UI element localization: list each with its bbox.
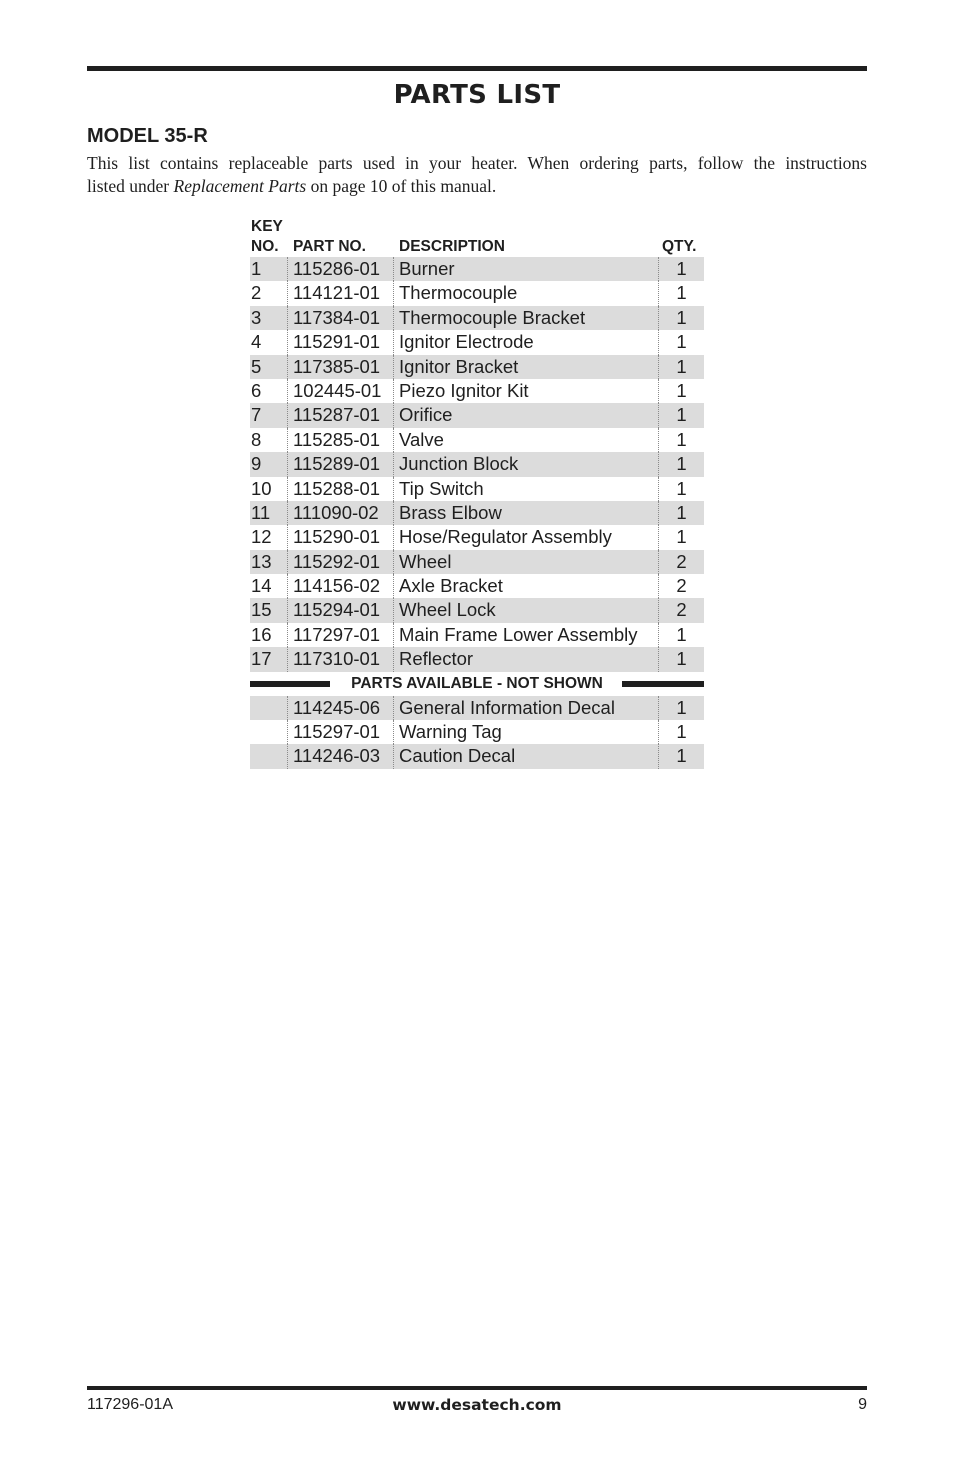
manual-page [87,0,867,1475]
table-row [250,550,704,574]
cell-key-no: 8 [251,428,262,450]
column-separator [287,598,288,622]
cell-part-no: 115288-01 [293,477,381,499]
table-row [250,330,704,354]
cell-qty: 1 [676,623,687,645]
cell-key-no: 3 [251,306,262,328]
cell-description: Wheel Lock [399,599,496,621]
cell-qty: 1 [676,526,687,548]
column-separator [287,720,288,744]
model-heading: MODEL 35-R [87,125,208,147]
cell-key-no: 11 [251,501,271,523]
column-separator [287,501,288,525]
table-row [250,428,704,452]
column-separator [287,452,288,476]
top-rule [87,66,867,71]
header-description: DESCRIPTION [399,238,505,255]
cell-key-no [251,720,287,744]
column-separator [393,696,394,720]
column-separator [658,477,659,501]
cell-key-no: 9 [251,453,262,475]
cell-key-no: 5 [251,355,262,377]
column-separator [393,477,394,501]
column-separator [658,574,659,598]
cell-qty: 1 [676,379,687,401]
intro-line-1: This list contains replaceable parts used in your heater. When ordering parts, follow the instructions [87,153,867,173]
cell-qty: 1 [676,721,687,743]
cell-key-no: 1 [251,258,262,279]
column-separator [393,452,394,476]
column-separator [287,696,288,720]
cell-description: Brass Elbow [399,501,502,523]
table-row [250,696,704,720]
cell-description: Caution Decal [399,745,516,767]
table-row [250,647,704,671]
column-separator [287,355,288,379]
cell-key-no: 12 [251,526,272,548]
column-separator [658,501,659,525]
column-separator [393,647,394,671]
column-separator [393,623,394,647]
cell-part-no: 115292-01 [293,550,381,572]
cell-qty: 1 [676,404,687,426]
column-separator [658,525,659,549]
cell-qty: 1 [676,428,687,450]
column-separator [393,744,394,768]
table-row [250,306,704,330]
column-separator [658,647,659,671]
cell-description: Wheel [399,550,452,572]
cell-part-no: 115294-01 [293,599,381,621]
cell-description: Junction Block [399,453,519,475]
cell-description: Axle Bracket [399,575,503,597]
column-separator [658,306,659,330]
cell-qty: 1 [676,331,687,353]
cell-description: Hose/Regulator Assembly [399,526,612,548]
column-separator [393,330,394,354]
intro-paragraph [87,152,867,198]
cell-description: Main Frame Lower Assembly [399,623,638,645]
cell-key-no: 14 [251,575,272,597]
cell-part-no: 102445-01 [293,379,382,401]
cell-qty: 2 [676,550,687,572]
table-row [250,452,704,476]
cell-qty: 1 [676,355,687,377]
cell-part-no: 117297-01 [293,623,381,645]
column-separator [658,257,659,281]
header-key-line2: NO. [251,238,279,255]
column-separator [393,355,394,379]
column-separator [287,647,288,671]
table-row [250,257,704,281]
table-row [250,477,704,501]
cell-part-no: 114156-02 [293,575,381,597]
column-separator [393,428,394,452]
column-separator [658,696,659,720]
column-separator [287,525,288,549]
column-separator [287,281,288,305]
cell-qty: 1 [676,745,687,767]
table-row [250,281,704,305]
column-separator [287,744,288,768]
cell-qty: 1 [676,453,687,475]
column-separator [287,477,288,501]
table-row [250,744,704,768]
parts-table [250,217,704,769]
doc-number: 117296-01A [87,1396,173,1413]
cell-key-no: 17 [251,648,272,670]
cell-description: Warning Tag [399,721,502,743]
cell-description: Tip Switch [399,477,484,499]
cell-description: Ignitor Bracket [399,355,519,377]
column-separator [393,525,394,549]
column-separator [287,550,288,574]
cell-description: Piezo Ignitor Kit [399,379,529,401]
column-separator [287,574,288,598]
column-separator [658,452,659,476]
cell-key-no: 15 [251,599,272,621]
cell-key-no [251,744,287,768]
cell-description: Thermocouple [399,282,518,304]
column-separator [658,623,659,647]
cell-description: Reflector [399,648,474,670]
column-separator [393,550,394,574]
cell-part-no: 115287-01 [293,404,381,426]
table-row [250,720,704,744]
cell-part-no: 115289-01 [293,453,381,475]
divider-bar-right [622,681,704,687]
cell-key-no [251,696,287,720]
cell-description: General Information Decal [399,696,615,718]
column-separator [658,355,659,379]
table-row [250,379,704,403]
header-key-line1: KEY [251,218,283,235]
header-part-no: PART NO. [293,238,366,255]
cell-part-no: 117384-01 [293,306,381,328]
cell-description: Thermocouple Bracket [399,306,586,328]
header-qty: QTY. [662,238,697,255]
column-separator [287,623,288,647]
column-separator [287,257,288,281]
cell-key-no: 7 [251,404,262,426]
cell-key-no: 4 [251,331,262,353]
table-row [250,574,704,598]
cell-part-no: 114245-06 [293,696,381,718]
column-separator [393,720,394,744]
cell-part-no: 114246-03 [293,745,381,767]
column-separator [393,574,394,598]
cell-qty: 1 [676,477,687,499]
intro-italic-reference: Replacement Parts [173,176,307,196]
intro-post: on page 10 of this manual. [306,176,497,196]
cell-qty: 2 [676,575,687,597]
column-separator [287,330,288,354]
cell-qty: 1 [676,648,687,670]
cell-part-no: 114121-01 [293,282,381,304]
cell-key-no: 2 [251,282,262,304]
table-row [250,403,704,427]
column-separator [393,306,394,330]
bottom-rule [87,1386,867,1390]
cell-key-no: 13 [251,550,272,572]
intro-pre: listed under [87,176,174,196]
cell-description: Valve [399,428,444,450]
extra-table-body [250,696,704,769]
cell-part-no: 115290-01 [293,526,381,548]
column-separator [658,598,659,622]
column-separator [393,501,394,525]
column-separator [393,281,394,305]
column-separator [287,379,288,403]
column-separator [393,598,394,622]
cell-part-no: 117310-01 [293,648,381,670]
column-separator [658,720,659,744]
cell-key-no: 16 [251,623,272,645]
table-row [250,623,704,647]
table-row [250,355,704,379]
column-separator [287,428,288,452]
column-separator [658,744,659,768]
section-label: PARTS AVAILABLE - NOT SHOWN [351,674,603,692]
column-separator [658,281,659,305]
cell-part-no: 115291-01 [293,331,381,353]
cell-key-no: 6 [251,379,262,401]
page-title: PARTS LIST [393,80,561,110]
cell-description: Ignitor Electrode [399,331,534,353]
section-divider [250,672,704,696]
cell-qty: 1 [676,696,687,718]
table-header [250,217,704,257]
column-separator [658,550,659,574]
cell-part-no: 115286-01 [293,258,381,279]
website-link: www.desatech.com [392,1396,562,1414]
column-separator [287,403,288,427]
cell-part-no: 115297-01 [293,721,381,743]
table-body [250,257,704,672]
cell-part-no: 111090-02 [293,501,379,523]
cell-qty: 1 [676,501,687,523]
table-row [250,525,704,549]
column-separator [287,306,288,330]
column-separator [393,403,394,427]
cell-qty: 1 [676,282,687,304]
table-row [250,501,704,525]
column-separator [658,403,659,427]
column-separator [393,379,394,403]
column-separator [393,257,394,281]
column-separator [658,330,659,354]
page-number: 9 [858,1396,867,1413]
cell-part-no: 115285-01 [293,428,381,450]
cell-description: Orifice [399,404,453,426]
cell-qty: 2 [676,599,687,621]
column-separator [658,428,659,452]
cell-qty: 1 [676,306,687,328]
cell-key-no: 10 [251,477,272,499]
cell-qty: 1 [676,258,687,279]
cell-part-no: 117385-01 [293,355,381,377]
table-row [250,598,704,622]
column-separator [658,379,659,403]
cell-description: Burner [399,258,455,279]
